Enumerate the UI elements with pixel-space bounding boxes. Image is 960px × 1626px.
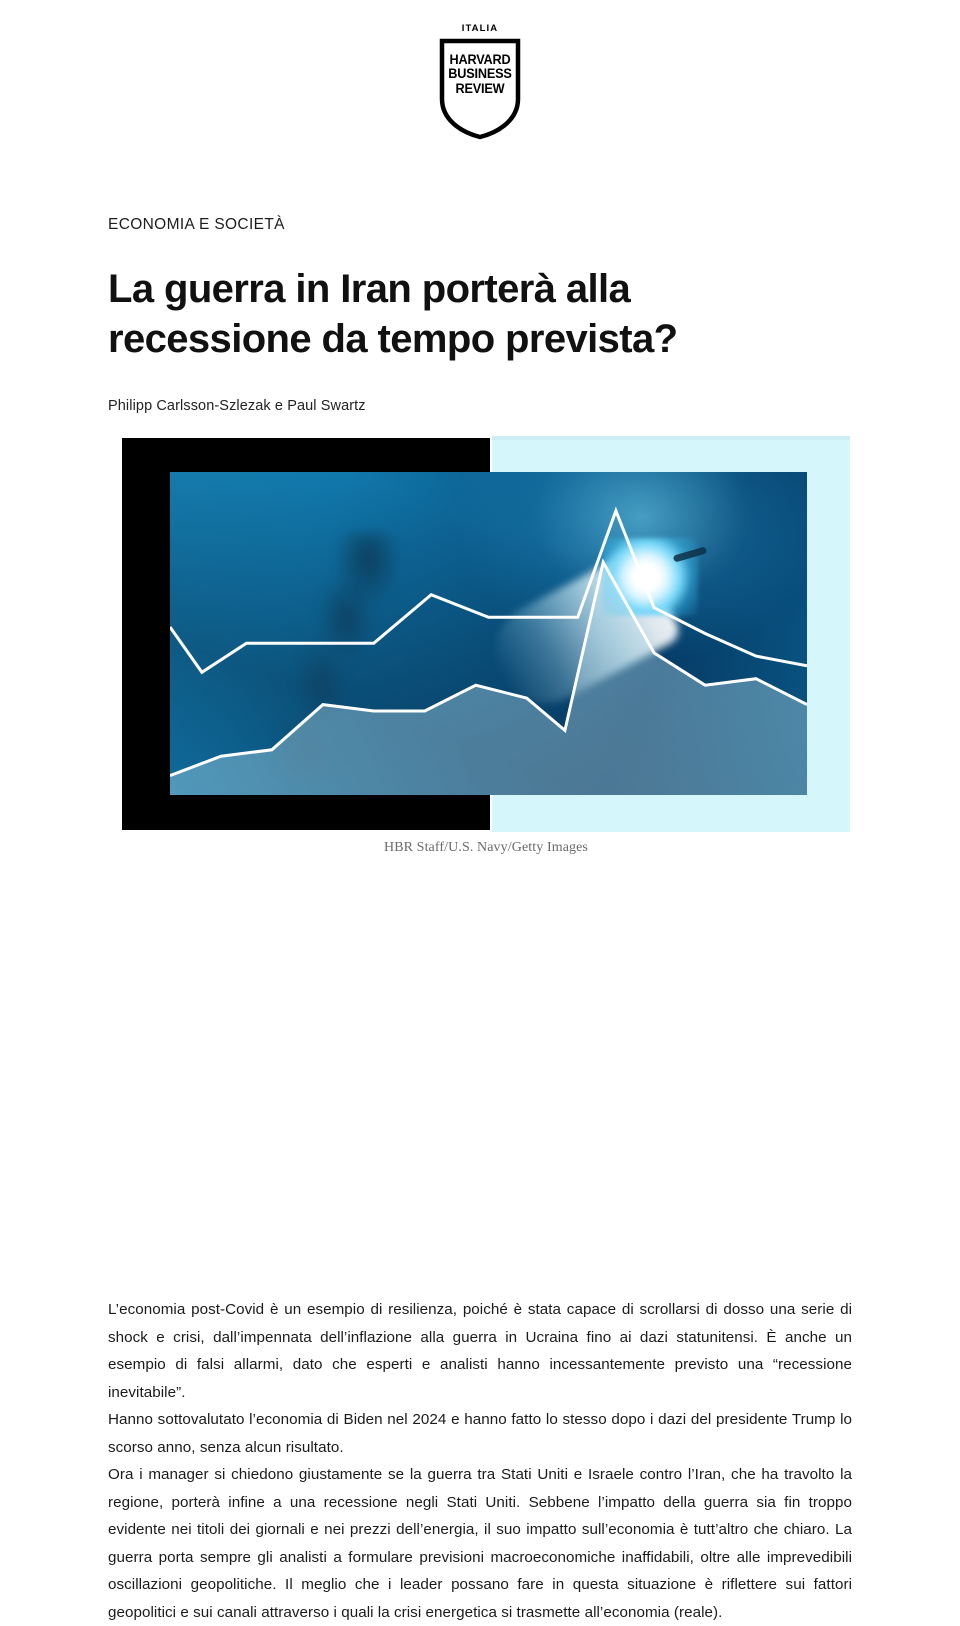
missile-launch-photo	[170, 472, 807, 795]
article-container	[108, 217, 852, 1626]
article-byline[interactable]: Philipp Carlsson-Szlezak e Paul Swartz	[108, 398, 852, 414]
logo-wordmark	[441, 53, 520, 97]
logo-line-business: BUSINESS	[441, 67, 520, 82]
paragraph: Ora i manager si chiedono giustamente se la guerra tra Stati Uniti e Israele contro l’Iran, che ha travolto la regione, porterà infine a una recessione negli Stati Uniti. Sebbene l’impatto della guerra sia fin troppo evidente nei titoli dei giornali e nei prezzi dell’energia, il suo impatto sull’economia è tutt’altro che chiaro. La guerra porta sempre gli analisti a formulare previsioni macroeconomiche inaffidabili, oltre alle imprevedibili oscillazioni geopolitiche. Il meglio che i leader possano fare in questa situazione è riflettere sui fattori geopolitici e sui canali attraverso i quali la crisi energetica si trasmette all’economia (reale).	[108, 1461, 852, 1626]
chart-line-overlay	[170, 472, 807, 795]
hbr-italia-logo[interactable]	[420, 24, 540, 141]
paragraph: Hanno sottovalutato l’economia di Biden nel 2024 e hanno fatto lo stesso dopo i dazi del presidente Trump lo scorso anno, senza alcun risultato.	[108, 1406, 852, 1461]
paragraph: L’economia post-Covid è un esempio di resilienza, poiché è stata capace di scrollarsi di dosso una serie di shock e crisi, dall’impennata dell’inflazione alla guerra in Ucraina fino ai dazi statunitensi. È anche un esempio di falsi allarmi, dato che esperti e analisti hanno incessantemente previsto una “recessione inevitabile”.	[108, 1296, 852, 1406]
shield-icon	[438, 37, 522, 141]
image-caption: HBR Staff/U.S. Navy/Getty Images	[122, 840, 850, 856]
logo-line-harvard: HARVARD	[441, 53, 520, 68]
hero-cyan-panel-topband	[492, 436, 850, 440]
masthead	[0, 0, 960, 141]
hero-image	[122, 436, 850, 834]
logo-line-review: REVIEW	[441, 82, 520, 97]
headline-line-2: recessione da tempo prevista?	[108, 314, 748, 364]
article-body	[108, 1296, 852, 1626]
logo-italia-label: ITALIA	[462, 24, 499, 34]
article-category[interactable]: ECONOMIA E SOCIETÀ	[108, 217, 852, 233]
headline-line-1: La guerra in Iran porterà alla	[108, 264, 748, 314]
page-title	[108, 264, 748, 364]
